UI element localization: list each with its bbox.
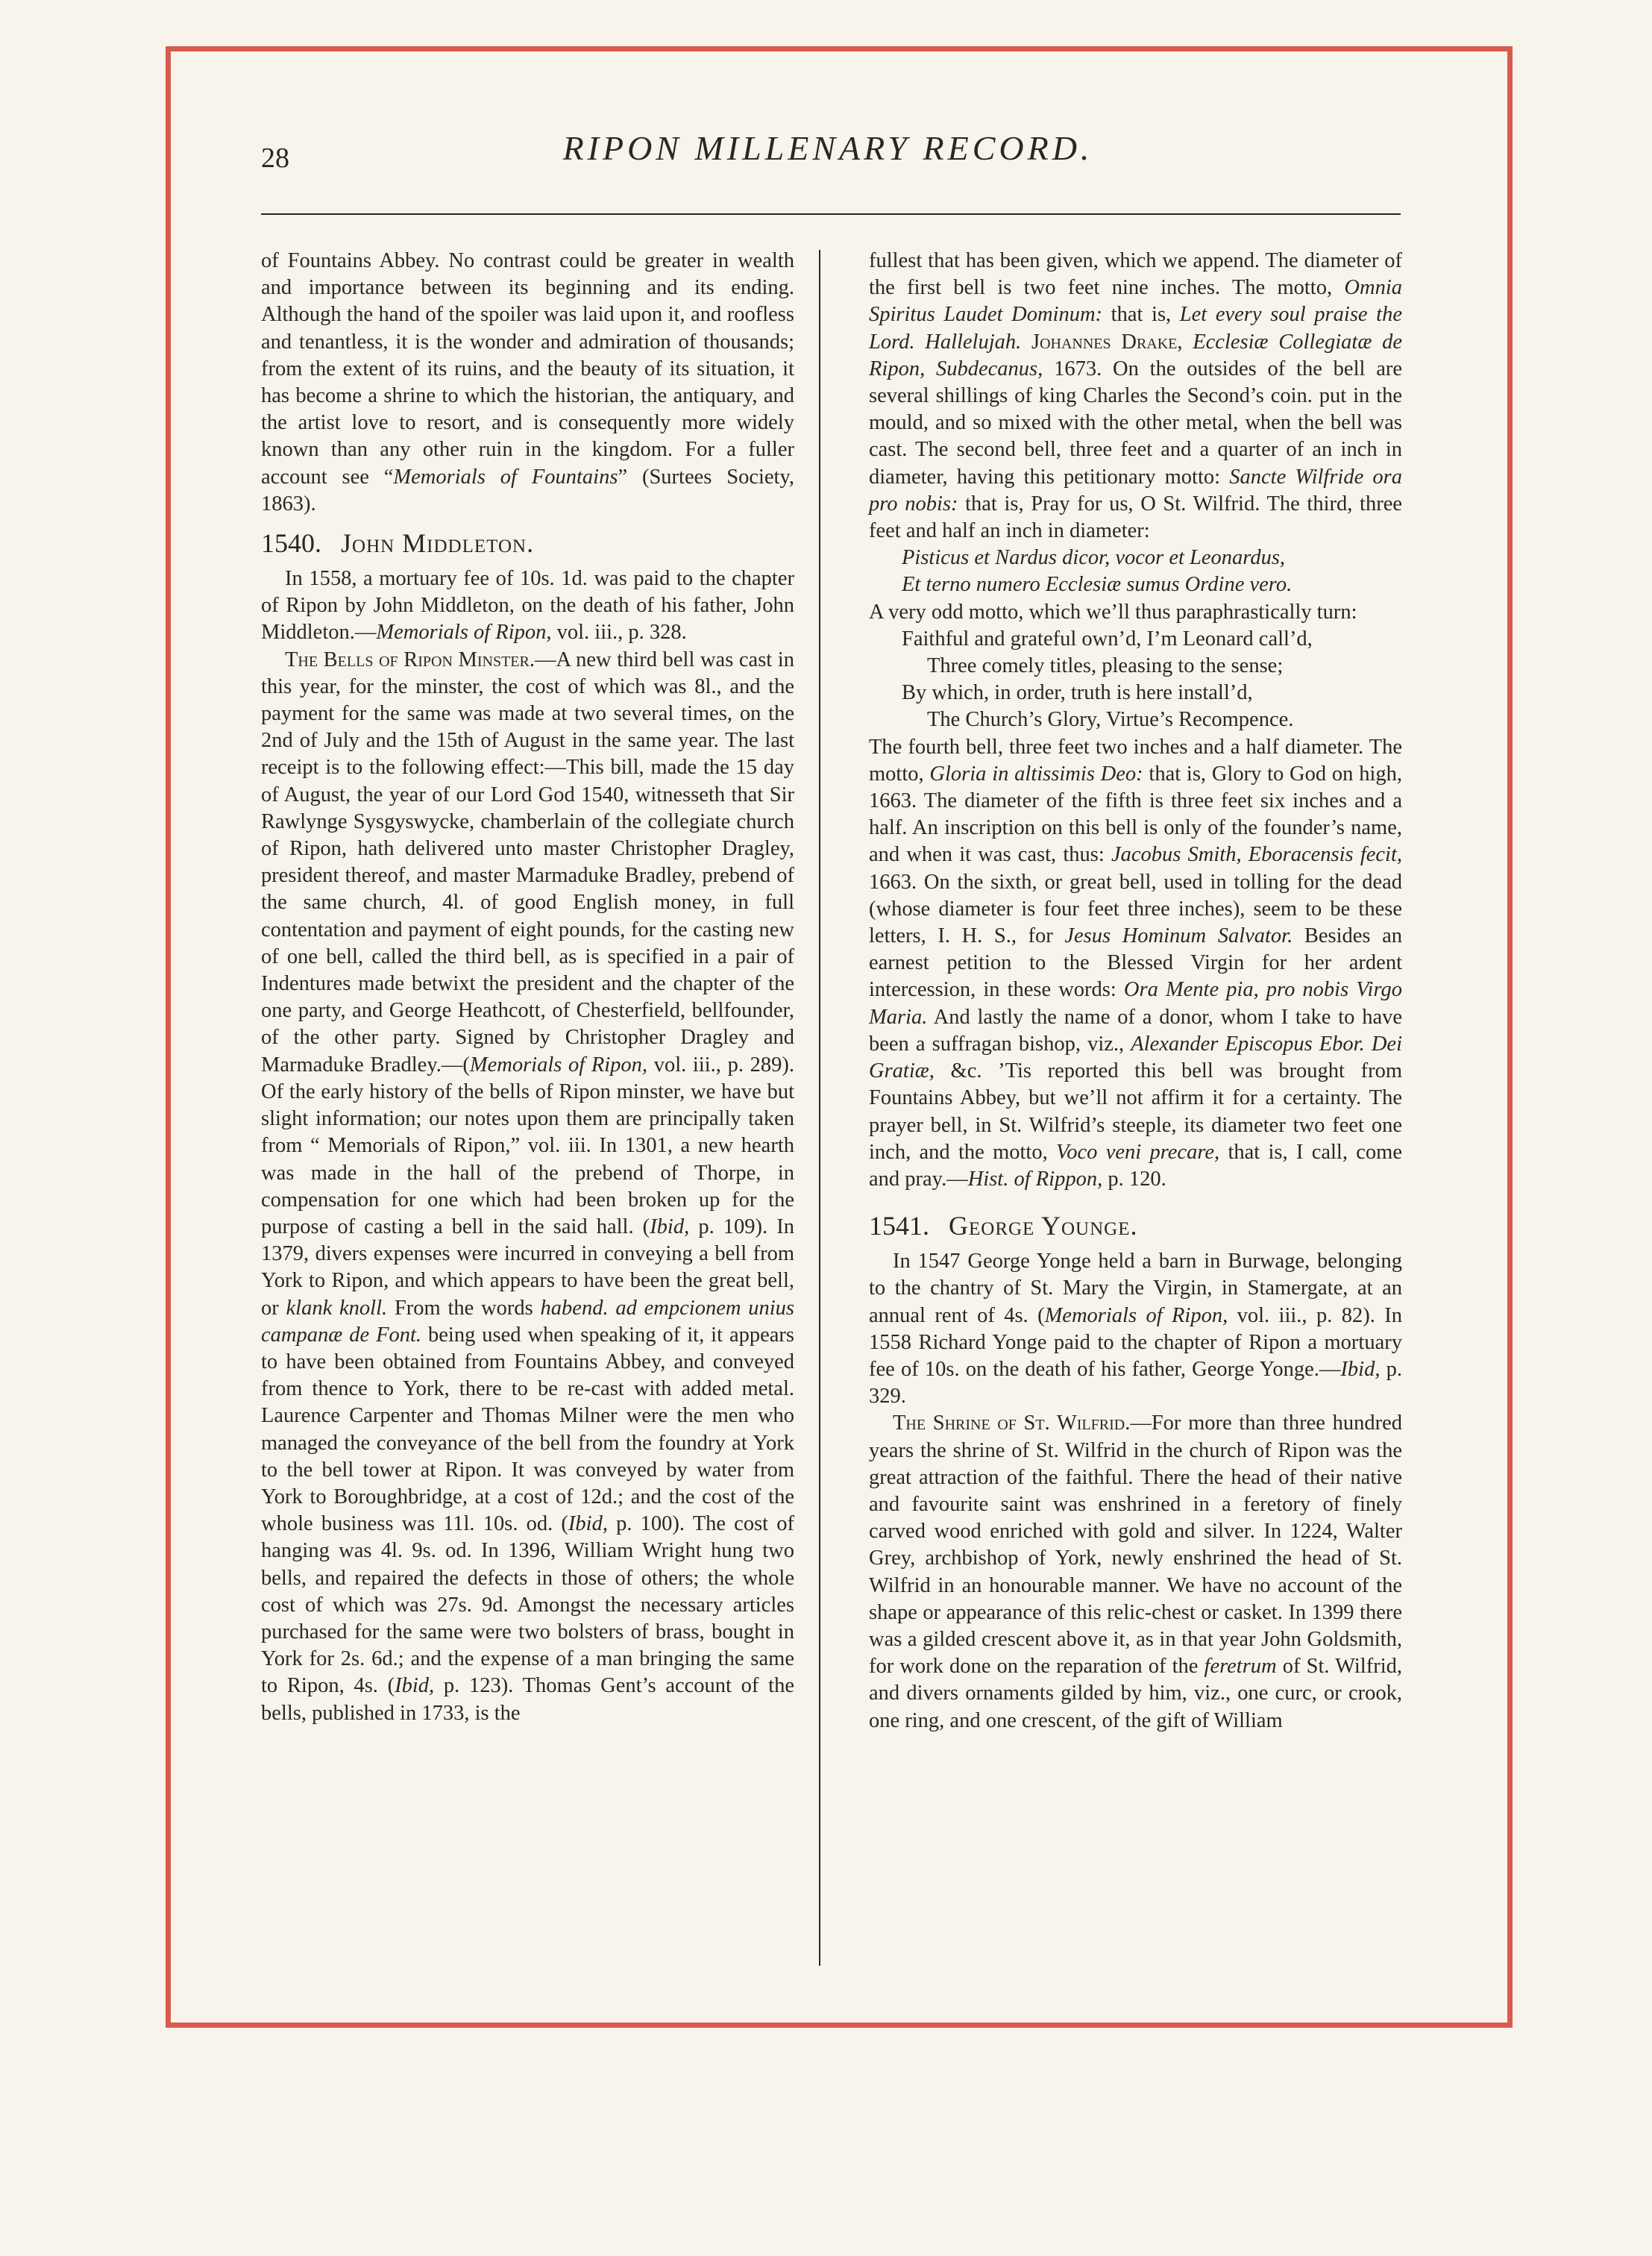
section-lead: The Shrine of St. Wilfrid. bbox=[893, 1411, 1131, 1435]
heading-name: George Younge. bbox=[949, 1211, 1138, 1241]
citation: Ibid, bbox=[650, 1215, 690, 1238]
text: p. 100). The cost of hanging was 4l. 9s. od. In 1396, William Wright hung two bells, and repaired the defects in those of others; the whole cost of which was 27s. 9d. Amongst the necessary articles purchased for the same were two bolsters of brass, bought in York for 2s. 6d.; and the expense of a man bringing the same to Ripon, 4s. ( bbox=[261, 1512, 794, 1698]
citation: Memorials of Ripon, bbox=[376, 621, 552, 645]
text: —A new third bell was cast in this year, for the minster, the cost of which was 8l., and the payment for the same was made at two several times, on the 2nd of July and the 15th of August in the same year. The last receipt is to the following effect:—This bill, made the 15 day of August, the year of our Lord God 1540, witnesseth that Sir Rawlynge Sysgyswycke, chamberlain of the collegiate church of Ripon, hath delivered unto master Christopher Dragley, president thereof, and master Marmaduke Bradley, prebend of the same church, 4l. of good English money, in full contentation and payment of eight pounds, for the casting new of one bell, called the third bell, as is specified in a pair of Indentures made betwixt the president and the chapter of the one party, and George Heathcott, of Chesterfield, bellfounder, of the other party. Signed by Christopher Dragley and Marmaduke Bradley.—( bbox=[261, 648, 794, 1077]
text: vol. iii., p. 289). Of the early history of the bells of Ripon minster, we have but slight information; our notes upon them are principally taken from “ Memorials of Ripon,” vol. iii. In 1301, a new hearth was made in the hall of the prebend of Thorpe, in compensation for one which had been broken up for the purpose of casting a bell in the said hall. ( bbox=[261, 1053, 794, 1238]
heading-1541 bbox=[869, 1211, 1402, 1241]
left-column bbox=[261, 248, 794, 1727]
citation: habend. ad empcionem unius campanæ de Font. bbox=[261, 1296, 794, 1347]
text: p. 120. bbox=[1102, 1167, 1166, 1191]
heading-year: 1540. bbox=[261, 528, 321, 559]
text: The fourth bell, three feet two inches and a half diameter. The motto, bbox=[869, 735, 1402, 786]
running-title: RIPON MILLENARY RECORD. bbox=[562, 129, 1093, 167]
latin-motto: Omnia Spiritus Laudet Dominum: bbox=[869, 276, 1402, 327]
text: In 1547 George Yonge held a barn in Burwage, belonging to the chantry of St. Mary the Virgin, in Stamergate, at an annual rent of 4s. ( bbox=[869, 1250, 1402, 1327]
header-rule bbox=[261, 213, 1401, 215]
text: that is, Glory to God on high, 1663. The diameter of the fifth is three feet six inches and a half. An inscription on this bell is only of the founder’s name, and when it was cast, thus: bbox=[869, 762, 1402, 867]
text: Besides an earnest petition to the Blessed Virgin for her ardent intercession, in these words: bbox=[869, 924, 1402, 1002]
text: p. 109). In 1379, divers expenses were incurred in conveying a bell from York to Ripon, and which appears to have been the great bell, or bbox=[261, 1215, 794, 1320]
english-verse-line: Three comely titles, pleasing to the sense; bbox=[927, 654, 1284, 678]
text: that is, Pray for us, O St. Wilfrid. The third, three feet and half an inch in diameter: bbox=[869, 492, 1403, 543]
paragraph-paraphrase: A very odd motto, which we’ll thus paraphrastically turn: bbox=[869, 600, 1357, 624]
text: 1663. On the sixth, or great bell, used in tolling for the dead (whose diameter is four feet three inches), seem to be these letters, I. H. S., for bbox=[869, 870, 1402, 948]
verse-text: Et terno numero Ecclesiæ sumus Ordine vero. bbox=[902, 573, 1293, 597]
paragraph-other-bells bbox=[869, 734, 1402, 1193]
citation: klank knoll. bbox=[286, 1296, 388, 1320]
right-column bbox=[869, 248, 1402, 1735]
latin-motto: Ecclesiæ Collegiatæ de Ripon, Subdecanus, bbox=[869, 330, 1402, 380]
citation: Memorials of Ripon, bbox=[469, 1053, 648, 1077]
text: And lastly the name of a donor, whom I take to have been a suffragan bishop, viz., bbox=[869, 1005, 1402, 1056]
text: —For more than three hundred years the shrine of St. Wilfrid in the church of Ripon was the great attraction of the faithful. There the head of their native and favourite saint was enshrined in a feretory of finely carved wood enriched with gold and silver. In 1224, Walter Grey, archbishop of York, newly enshrined the head of St. Wilfrid in an honourable manner. We have no account of the shape or appearance of this relic-chest or casket. In 1399 there was a gilded crescent above it, as in that year John Goldsmith, for work done on the reparation of the bbox=[869, 1411, 1402, 1679]
paragraph-fountains bbox=[261, 248, 794, 518]
text: that is, bbox=[1102, 303, 1180, 327]
text: ” (Surtees Society, 1863). bbox=[261, 465, 794, 516]
heading-1540 bbox=[261, 528, 794, 558]
text: In 1558, a mortuary fee of 10s. 1d. was paid to the chapter of Ripon by John Middleton, on the death of his father, John Middleton.— bbox=[261, 567, 794, 645]
latin-motto: Sancte Wilfride ora pro nobis: bbox=[869, 465, 1403, 516]
paragraph-middleton bbox=[261, 565, 794, 647]
section-lead: The Bells of Ripon Minster. bbox=[285, 648, 535, 671]
name: Johannes Drake, bbox=[1021, 330, 1183, 354]
latin-verse-line bbox=[869, 571, 1402, 598]
text: vol. iii., p. 328. bbox=[551, 621, 687, 645]
text: being used when speaking of it, it appears to have been obtained from Fountains Abbey, and conveyed from thence to York, there to be re-cast with added metal. Laurence Carpenter and Thomas Milner were the men who managed the conveyance of the bell from the foundry at York to the bell tower at Ripon. It was conveyed by water from York to Boroughbridge, at a cost of 12d.; and the cost of the whole business was 11l. 10s. od. ( bbox=[261, 1323, 795, 1536]
citation: Memorials of Ripon, bbox=[1044, 1303, 1228, 1327]
latin-motto: Jesus Hominum Salvator. bbox=[1064, 924, 1293, 948]
text: of Fountains Abbey. No contrast could be greater in wealth and importance between its beginning and its ending. Although the hand of the spoiler was laid upon it, and roofless and tenantless, it is the wonder and admiration of thousands; from the extent of its ruins, and the beauty of its situation, it has become a shrine to which the historian, the antiquary, and the artist love to resort, and is consequently more widely known than any other ruin in the kingdom. For a fuller account see “ bbox=[261, 249, 794, 489]
english-verse-line: Faithful and grateful own’d, I’m Leonard call’d, bbox=[902, 627, 1313, 651]
paragraph-shrine bbox=[869, 1410, 1402, 1734]
column-divider bbox=[819, 250, 820, 1966]
latin-motto: Ora Mente pia, pro nobis Virgo Maria. bbox=[869, 978, 1403, 1029]
translation: Let every soul praise the Lord. Hallelujah. bbox=[869, 303, 1403, 354]
heading-name: John Middleton. bbox=[341, 528, 535, 559]
latin-motto: Voco veni precare, bbox=[1056, 1140, 1220, 1164]
paragraph-bells bbox=[261, 647, 794, 1727]
text: that is, I call, come and pray.— bbox=[869, 1140, 1402, 1191]
text: fullest that has been given, which we append. The diameter of the first bell is two feet nine inches. The motto, bbox=[869, 249, 1402, 300]
latin-motto: Alexander Episcopus Ebor. Dei Gratiæ, bbox=[869, 1032, 1402, 1083]
paragraph-bell-mottos bbox=[869, 248, 1402, 545]
latin-verse-line bbox=[869, 545, 1402, 571]
citation: Memorials of Fountains bbox=[393, 465, 618, 489]
text: vol. iii., p. 82). In 1558 Richard Yonge paid to the chapter of Ripon a mortuary fee of 10s. on the death of his father, George Yonge.— bbox=[869, 1303, 1402, 1381]
page-number: 28 bbox=[261, 142, 289, 174]
citation: Ibid, bbox=[568, 1512, 608, 1536]
text: p. 329. bbox=[869, 1357, 1402, 1409]
english-verse-line: The Church’s Glory, Virtue’s Recompence. bbox=[927, 708, 1294, 732]
text: &c. ’Tis reported this bell was brought from Fountains Abbey, but we’ll not affirm it for a certainty. The prayer bell, in St. Wilfrid’s steeple, its diameter two feet one inch, and the motto, bbox=[869, 1059, 1402, 1164]
heading-year: 1541. bbox=[869, 1211, 929, 1241]
text: of St. Wilfrid, and divers ornaments gilded by him, viz., one curc, or crook, one ring, and one crescent, of the gift of William bbox=[869, 1655, 1402, 1732]
text: From the words bbox=[387, 1296, 541, 1320]
english-verse-line: By which, in order, truth is here install’d, bbox=[902, 681, 1253, 705]
citation: Ibid, bbox=[1340, 1357, 1381, 1381]
paragraph-yonge bbox=[869, 1248, 1402, 1410]
latin-motto: Gloria in altissimis Deo: bbox=[929, 762, 1143, 786]
text: p. 123). Thomas Gent’s account of the bells, published in 1733, is the bbox=[261, 1674, 794, 1725]
citation: Ibid, bbox=[395, 1674, 435, 1698]
text: 1673. On the outsides of the bell are several shillings of king Charles the Second’s coin. put in the mould, and so mixed with the other metal, when the bell was cast. The second bell, three feet and a quarter of an inch in diameter, having this petitionary motto: bbox=[869, 357, 1403, 489]
verse-text: Pisticus et Nardus dicor, vocor et Leonardus, bbox=[902, 546, 1286, 570]
citation: feretrum bbox=[1204, 1655, 1277, 1679]
latin-motto: Jacobus Smith, Eboracensis fecit, bbox=[1111, 843, 1403, 867]
citation: Hist. of Rippon, bbox=[967, 1167, 1103, 1191]
